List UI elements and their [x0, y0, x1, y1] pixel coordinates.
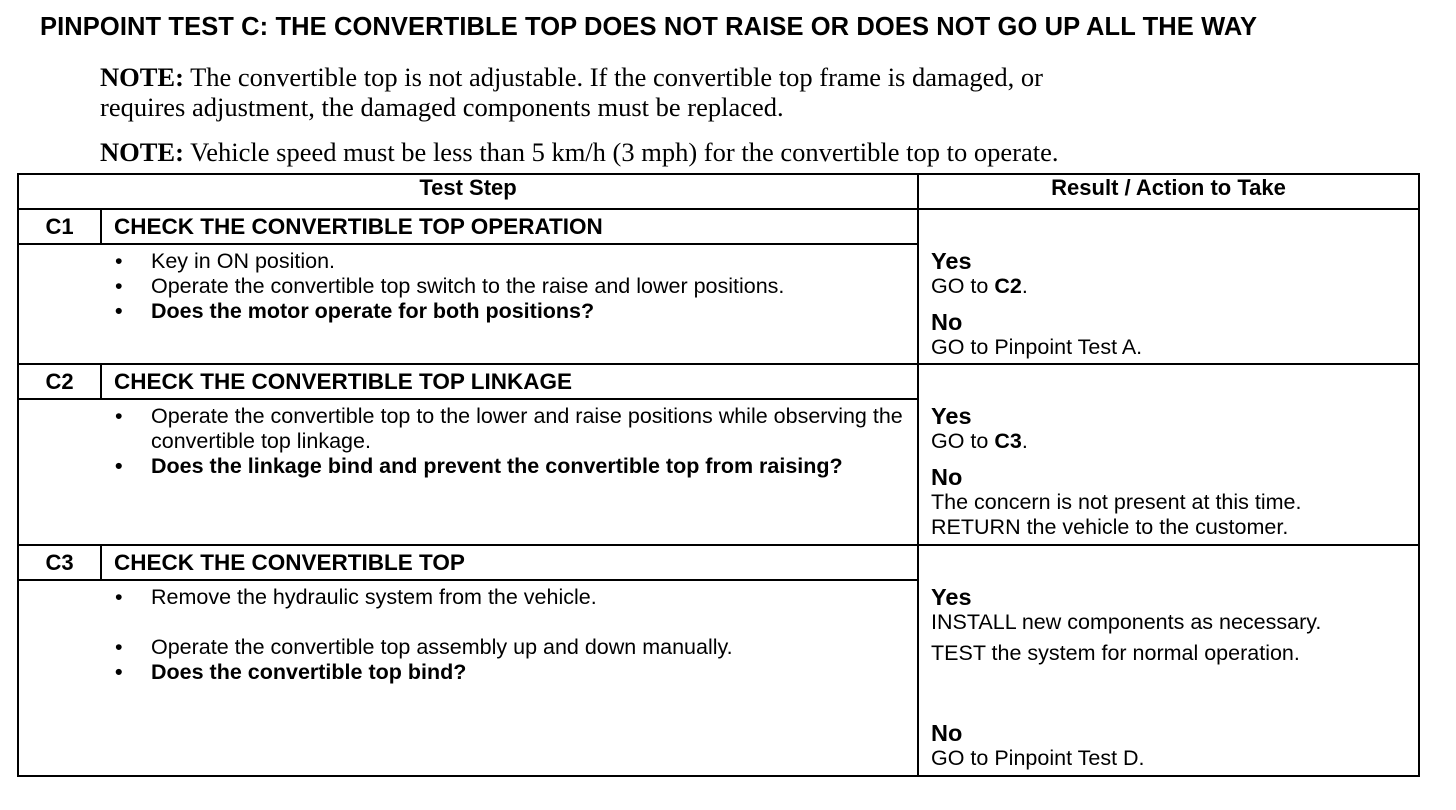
no-action: The concern is not present at this time.: [931, 490, 1302, 514]
step-question: • Does the motor operate for both positions?: [19, 299, 917, 324]
step-question: • Does the linkage bind and prevent the convertible top from raising?: [19, 454, 917, 479]
note-text: Vehicle speed must be less than 5 km/h (3 mph) for the convertible top to operate.: [190, 137, 1059, 167]
note-text-line2: requires adjustment, the damaged components must be replaced.: [100, 92, 784, 122]
note-label: NOTE:: [100, 62, 184, 92]
header-result: Result / Action to Take: [918, 174, 1419, 209]
step-row-c2: [18, 364, 1419, 399]
no-action: GO to Pinpoint Test D.: [931, 746, 1145, 770]
note-adjustable: [100, 62, 1043, 122]
step-instructions: [18, 580, 918, 776]
step-id: C1: [18, 209, 101, 244]
step-id: C3: [18, 545, 101, 580]
yes-action: GO to C3.: [931, 429, 1028, 453]
no-action: RETURN the vehicle to the customer.: [931, 515, 1289, 539]
yes-label: Yes: [931, 584, 972, 610]
result-cell-c1: [918, 209, 1419, 364]
list-item: • Operate the convertible top to the lower and raise positions while observing the convertible top linkage.: [19, 404, 917, 454]
step-question: • Does the convertible top bind?: [19, 660, 917, 685]
list-item: • Operate the convertible top switch to the raise and lower positions.: [19, 274, 917, 299]
step-id: C2: [18, 364, 101, 399]
table-header-row: [18, 174, 1419, 209]
step-instructions: [18, 244, 918, 364]
step-row-c1: [18, 209, 1419, 244]
yes-action: INSTALL new components as necessary.: [931, 610, 1322, 634]
list-item: • Key in ON position.: [19, 249, 917, 274]
yes-label: Yes: [931, 248, 972, 274]
note-text-line1: The convertible top is not adjustable. If the convertible top frame is damaged, or: [190, 62, 1043, 92]
step-title: CHECK THE CONVERTIBLE TOP: [101, 545, 918, 580]
header-test-step: Test Step: [18, 174, 918, 209]
note-vehicle-speed: [100, 137, 1058, 167]
yes-action: TEST the system for normal operation.: [931, 641, 1300, 665]
list-item: • Remove the hydraulic system from the vehicle.: [19, 585, 917, 610]
step-link-c3: C3: [994, 429, 1022, 453]
list-item: • Operate the convertible top assembly up and down manually.: [19, 635, 917, 660]
step-title: CHECK THE CONVERTIBLE TOP OPERATION: [101, 209, 918, 244]
no-label: No: [931, 464, 963, 490]
no-label: No: [931, 720, 963, 746]
page-title: PINPOINT TEST C: THE CONVERTIBLE TOP DOES NOT RAISE OR DOES NOT GO UP ALL THE WAY: [40, 13, 1258, 41]
result-cell-c2: [918, 364, 1419, 545]
no-action: GO to Pinpoint Test A.: [931, 335, 1143, 359]
step-link-c2: C2: [994, 274, 1022, 298]
note-label: NOTE:: [100, 137, 184, 167]
yes-action: GO to C2.: [931, 274, 1028, 298]
step-row-c3: [18, 545, 1419, 580]
pinpoint-test-table: [17, 173, 1420, 777]
no-label: No: [931, 309, 963, 335]
yes-label: Yes: [931, 403, 972, 429]
step-instructions: [18, 399, 918, 545]
step-title: CHECK THE CONVERTIBLE TOP LINKAGE: [101, 364, 918, 399]
result-cell-c3: [918, 545, 1419, 776]
